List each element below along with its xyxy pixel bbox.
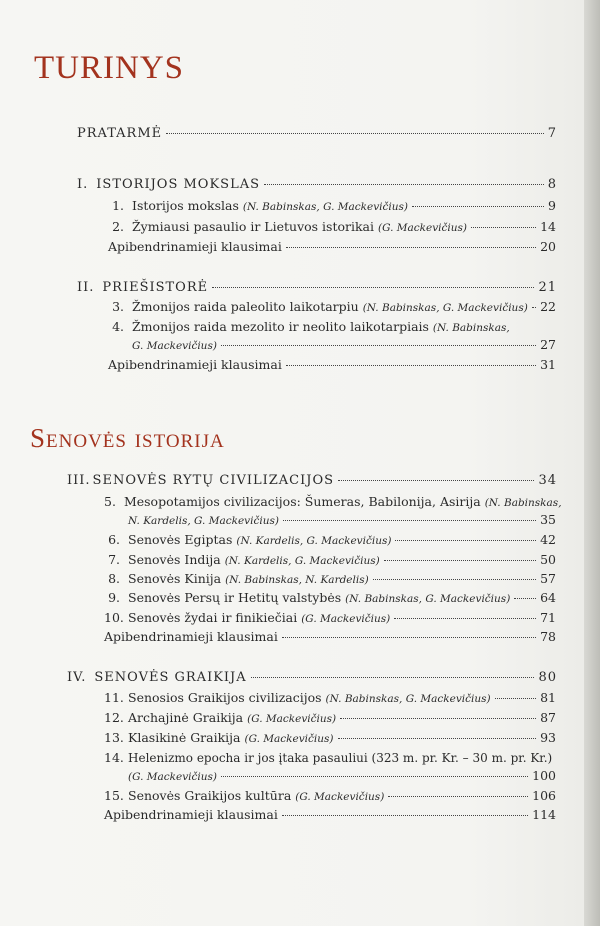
toc-entry-14-cont: (G. Mackevičius) 100 xyxy=(128,768,556,783)
toc-review-4: Apibendrinamieji klausimai 114 xyxy=(104,807,556,822)
toc-entry-5: 5. Mesopotamijos civilizacijos: Šumeras, Babilonija, Asirija (N. Babinskas, xyxy=(104,494,562,509)
toc-review-3: Apibendrinamieji klausimai 78 xyxy=(104,629,556,644)
toc-entry-6: 6. Senovės Egiptas (N. Kardelis, G. Mackevičius) 42 xyxy=(108,532,556,547)
toc-entry-14: 14. Helenizmo epocha ir jos įtaka pasauliui (323 m. pr. Kr. – 30 m. pr. Kr.) xyxy=(104,750,553,765)
toc-entry-9: 9. Senovės Persų ir Hetitų valstybės (N. Babinskas, G. Mackevičius) 64 xyxy=(108,590,556,605)
toc-entry-pratarme: PRATARMĖ 7 xyxy=(77,126,557,141)
toc-review-2: Apibendrinamieji klausimai 31 xyxy=(108,357,556,372)
toc-entry-7: 7. Senovės Indija (N. Kardelis, G. Mackevičius) 50 xyxy=(108,552,556,567)
toc-entry-2: 2. Žymiausi pasaulio ir Lietuvos istorikai (G. Mackevičius) 14 xyxy=(112,219,556,234)
toc-chapter-1: I. ISTORIJOS MOKSLAS 8 xyxy=(77,177,557,192)
section-title: Senovės istorija xyxy=(30,423,225,453)
toc-entry-13: 13. Klasikinė Graikija (G. Mackevičius) 93 xyxy=(104,730,556,745)
toc-chapter-3: III. SENOVĖS RYTŲ CIVILIZACIJOS 34 xyxy=(67,473,557,488)
toc-chapter-2: II. PRIEŠISTORĖ 21 xyxy=(77,280,557,295)
toc-entry-3: 3. Žmonijos raida paleolito laikotarpiu (N. Babinskas, G. Mackevičius) 22 xyxy=(112,299,556,314)
toc-entry-4: 4. Žmonijos raida mezolito ir neolito laikotarpiais (N. Babinskas, xyxy=(112,319,510,334)
toc-entry-12: 12. Archajinė Graikija (G. Mackevičius) 87 xyxy=(104,710,556,725)
toc-entry-5-cont: N. Kardelis, G. Mackevičius) 35 xyxy=(128,512,556,527)
toc-entry-4-cont: G. Mackevičius) 27 xyxy=(132,337,556,352)
toc-review-1: Apibendrinamieji klausimai 20 xyxy=(108,239,556,254)
page-title: TURINYS xyxy=(34,50,185,86)
toc-entry-1: 1. Istorijos mokslas (N. Babinskas, G. Mackevičius) 9 xyxy=(112,198,556,213)
page-edge xyxy=(584,0,600,926)
toc-chapter-4: IV. SENOVĖS GRAIKIJA 80 xyxy=(67,670,557,685)
toc-entry-11: 11. Senosios Graikijos civilizacijos (N. Babinskas, G. Mackevičius) 81 xyxy=(104,690,556,705)
toc-entry-15: 15. Senovės Graikijos kultūra (G. Mackevičius) 106 xyxy=(104,788,556,803)
toc-entry-8: 8. Senovės Kinija (N. Babinskas, N. Kardelis) 57 xyxy=(108,571,556,586)
toc-entry-10: 10. Senovės žydai ir finikiečiai (G. Mackevičius) 71 xyxy=(104,610,556,625)
